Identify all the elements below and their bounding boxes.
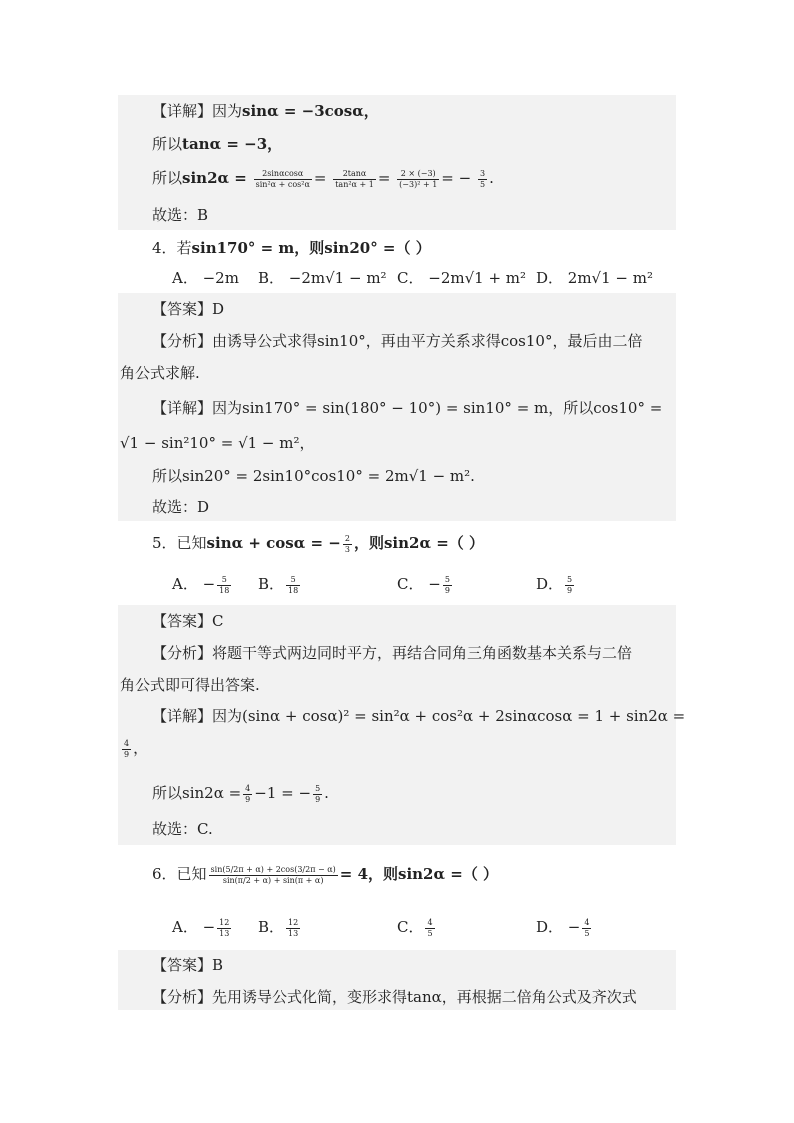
q5-option-b: [258, 574, 302, 596]
q6-option-c-label: C．: [397, 918, 424, 936]
p3-choose: 故选：B: [152, 206, 209, 224]
q4-detail-line-2: √1 − sin²10° = √1 − m²，: [120, 434, 315, 452]
q5-detail-3-frac2: [313, 784, 322, 805]
q5-detail-line-2: [120, 738, 148, 760]
q5-option-d: [536, 574, 576, 596]
q6-option-b-den: 13: [288, 928, 299, 938]
q6-option-d-num: 4: [584, 917, 590, 927]
q6-option-a-den: 13: [219, 928, 230, 938]
q6-stem-b: = 4，则sin2α =（ ）: [339, 865, 499, 883]
p3-frac-1-den: sin²α + cos²α: [255, 179, 310, 189]
q4-analysis-line-1: 【分析】由诱导公式求得sin10°，再由平方关系求得cos10°，最后由二倍: [152, 332, 643, 350]
q6-option-c-num: 4: [427, 917, 433, 927]
q6-option-a-frac: [217, 918, 231, 939]
q5-detail-3-den2: 9: [315, 794, 321, 804]
q5-option-c-label: C． −: [397, 575, 441, 593]
p3-so1-line: [152, 134, 282, 154]
q5-detail-frac-num: 4: [124, 738, 130, 748]
p3-frac-1-num: 2sinαcosα: [254, 169, 312, 180]
q6-option-a: [172, 917, 233, 939]
p3-frac-2-num: 2tanα: [333, 169, 376, 180]
q4-option-b: B． −2m√1 − m²: [258, 269, 387, 287]
p3-so1-eq: tanα = −3，: [182, 135, 283, 153]
q5-option-a-frac: [217, 575, 231, 596]
q5-option-c-frac: [443, 575, 452, 596]
q5-detail-3-frac1: [243, 784, 252, 805]
q5-option-a-den: 18: [219, 585, 230, 595]
q5-detail-line-3: [152, 783, 329, 805]
q6-option-d-den: 5: [584, 928, 590, 938]
q5-detail-3-num2: 5: [315, 783, 321, 793]
q5-stem-frac-den: 3: [344, 544, 350, 554]
p3-detail-label: 【详解】因为: [152, 102, 243, 120]
q5-option-d-label: D．: [536, 575, 564, 593]
q5-option-c-num: 5: [444, 574, 450, 584]
p3-sin2a: sin2α =: [182, 169, 247, 187]
q5-option-c-den: 9: [444, 585, 450, 595]
q5-detail-frac: [122, 739, 131, 760]
q5-detail-3c: .: [324, 784, 329, 802]
q5-option-d-den: 9: [567, 585, 573, 595]
q5-option-b-num: 5: [286, 575, 300, 586]
q5-option-d-num: 5: [567, 574, 573, 584]
p3-frac-4-den: 5: [479, 179, 486, 189]
q5-number: 5．已知: [152, 534, 207, 552]
q4-choose: 故选：D: [152, 498, 210, 516]
q6-option-d-label: D． −: [536, 918, 581, 936]
q5-option-a-label: A． −: [172, 575, 216, 593]
p3-frac-2-den: tan²α + 1: [335, 179, 374, 189]
q5-analysis-line-1: 【分析】将题干等式两边同时平方，再结合同角三角函数基本关系与二倍: [152, 644, 633, 662]
q6-stem-frac-num: sin(5/2π + α) + 2cos(3/2π − α): [210, 864, 336, 874]
q5-stem-line: [152, 533, 484, 555]
q5-answer: 【答案】C: [152, 612, 224, 630]
q6-option-b-frac: [286, 918, 300, 939]
q4-detail-line-3: 所以sin20° = 2sin10°cos10° = 2m√1 − m².: [152, 467, 475, 485]
q5-option-c: [397, 574, 454, 596]
q4-detail-line-1: 【详解】因为sin170° = sin(180° − 10°) = sin10° = m，所以cos10° =: [152, 399, 663, 417]
q6-analysis-line-1: 【分析】先用诱导公式化简，变形求得tanα，再根据二倍角公式及齐次式: [152, 988, 637, 1006]
q6-option-d-frac: [582, 918, 591, 939]
p3-frac-3: [397, 169, 439, 190]
p3-detail-eq: sinα = −3cosα，: [242, 102, 379, 120]
p3-detail-line: [152, 101, 379, 121]
q6-answer: 【答案】B: [152, 956, 224, 974]
q4-option-c: C． −2m√1 + m²: [397, 269, 527, 287]
q5-detail-frac-den: 9: [124, 749, 130, 759]
q6-option-a-label: A． −: [172, 918, 216, 936]
q6-option-c: [397, 917, 437, 939]
q5-stem-a: sinα + cosα = −: [206, 534, 341, 552]
q4-number: 4．若: [152, 239, 192, 257]
q6-option-c-den: 5: [427, 928, 433, 938]
q4-stem: sin170° = m，则sin20° =（ ）: [191, 239, 431, 257]
q4-stem-line: [152, 238, 431, 258]
q5-option-b-label: B．: [258, 575, 285, 593]
q5-option-b-frac: [286, 575, 300, 596]
q6-option-b: [258, 917, 302, 939]
p3-frac-2: [333, 169, 376, 190]
q6-option-d: [536, 917, 593, 939]
p3-frac-4-num: 3: [479, 168, 486, 178]
p3-frac-4: [478, 169, 487, 190]
q5-detail-tail: ，: [133, 739, 149, 757]
q6-stem-frac-den: sin(π/2 + α) + sin(π + α): [222, 875, 324, 885]
q5-choose: 故选：C.: [152, 820, 213, 838]
q5-stem-frac: [343, 534, 352, 555]
q5-option-a-num: 5: [217, 575, 231, 586]
q6-option-b-num: 12: [288, 917, 299, 927]
p3-so2-line: 所以sin2α = $\frac{2\sin\alpha\cos\alpha}{\text{sin²α + cos²α}}$ = $\frac{2\tan\alpha}{\text{tan²α + 1}}$ = $\frac{2 \times (-3)}{\text{(−3)² + 1}}$ = − $\frac{3}{5}$ .: [152, 168, 494, 189]
q5-stem-b: ，则sin2α =（ ）: [353, 534, 484, 552]
q6-stem-line: [152, 864, 498, 886]
p3-frac-3-num: 2 × (−3): [397, 169, 439, 180]
p3-frac-3-den: (−3)² + 1: [399, 179, 438, 189]
p3-so2-label: 所以: [152, 169, 183, 187]
q6-number: 6．已知: [152, 865, 207, 883]
q4-answer: 【答案】D: [152, 300, 225, 318]
q5-stem-frac-num: 2: [344, 533, 350, 543]
q5-detail-line-1: 【详解】因为(sinα + cosα)² = sin²α + cos²α + 2sinαcosα = 1 + sin2α =: [152, 707, 686, 725]
q5-detail-3b: −1 = −: [254, 784, 312, 802]
q6-option-a-num: 12: [219, 917, 230, 927]
p3-frac-1: [254, 169, 312, 190]
q5-option-a: [172, 574, 233, 596]
q5-option-b-den: 18: [288, 585, 299, 595]
q6-stem-frac: [209, 865, 338, 886]
q5-analysis-line-2: 角公式即可得出答案.: [120, 676, 260, 694]
q6-option-b-label: B．: [258, 918, 285, 936]
q4-analysis-line-2: 角公式求解.: [120, 364, 200, 382]
q5-detail-3-den1: 9: [245, 794, 251, 804]
p3-so1-label: 所以: [152, 135, 183, 153]
q5-detail-3a: 所以sin2α =: [152, 784, 242, 802]
q5-option-d-frac: [565, 575, 574, 596]
q4-option-a: A． −2m: [172, 269, 239, 287]
q5-detail-3-num1: 4: [245, 783, 251, 793]
q6-option-c-frac: [425, 918, 434, 939]
q4-option-d: D． 2m√1 − m²: [536, 269, 654, 287]
